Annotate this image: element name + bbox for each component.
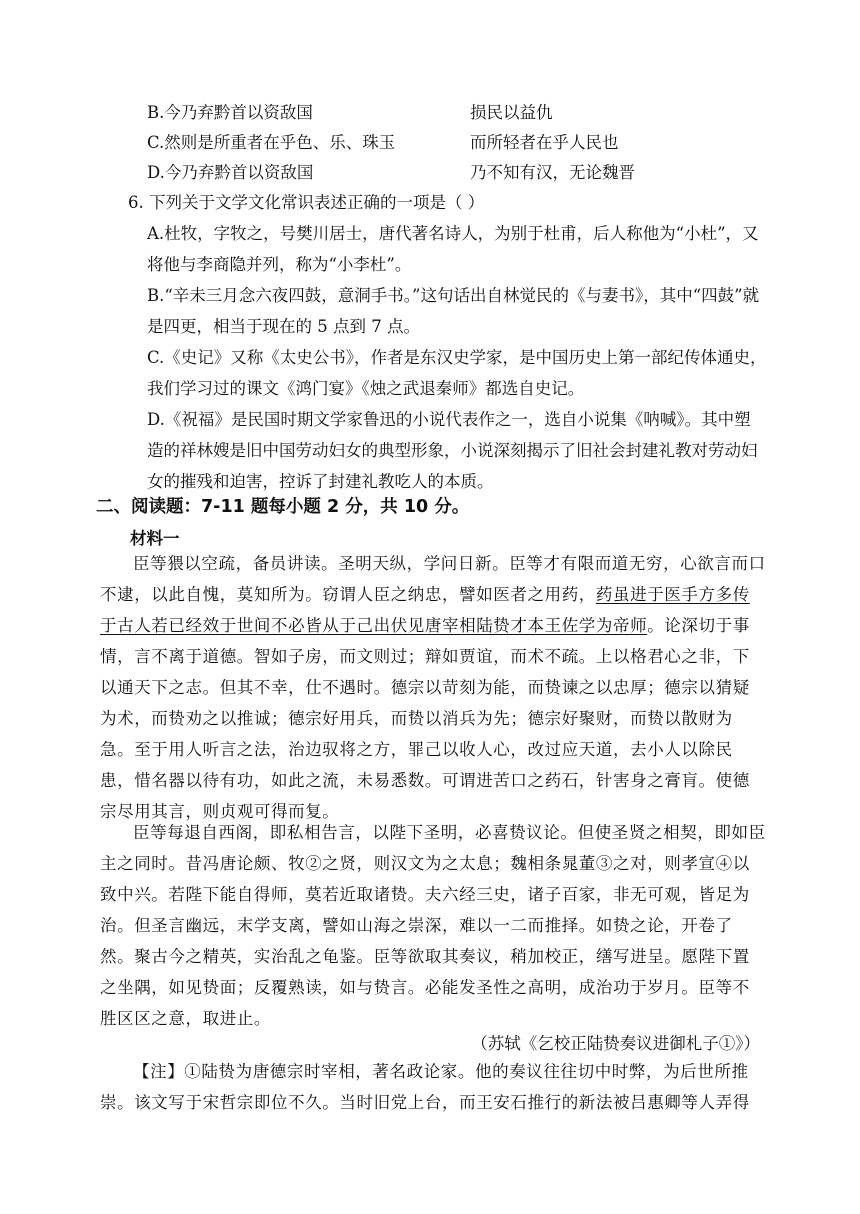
section-2-title: 二、阅读题：7-11 题每小题 2 分，共 10 分。 [96,497,470,517]
passage-p1-rest: 。论深切于事情，言不离于道德。智如子房，而文则过；辩如贾谊，而术不疏。上以格君心之非，下以通天下之志。但其不幸，仕不遇时。德宗以苛刻为能，而贽谏之以忠厚；德宗以猜疑为术，而贽劝之以推诚；德宗好用兵，而贽以消兵为先；德宗好聚财，而贽以散财为急。至于用人听言之法，治边驭将之方，罪己以收人心，改过应天道，去小人以除民患，惜名器以待有功，如此之流，未易悉数。可谓进苦口之药石，针害身之膏肓。使德宗尽用其言，则贞观可得而复。 [100,616,750,821]
question-6-option-c: C.《史记》又称《太史公书》，作者是东汉史学家，是中国历史上第一部纪传体通史，我们学习过的课文《鸿门宴》《烛之武退秦师》都选自史记。 [147,348,767,398]
question-6-option-d: D.《祝福》是民国时期文学家鲁迅的小说代表作之一，选自小说集《呐喊》。其中塑造的祥林嫂是旧中国劳动妇女的典型形象，小说深刻揭示了旧社会封建礼教对劳动妇女的摧残和迫害，控诉了封建礼教吃人的本质。 [147,410,758,491]
option-d-right: 乃不知有汉，无论魏晋 [470,163,635,182]
passage-source: （苏轼《乞校正陆贽奏议进御札子①》） [471,1034,760,1053]
option-b-right: 损民以益仇 [470,103,553,122]
passage-p2-text: 臣等每退自西阁，即私相告言，以陛下圣明，必喜贽议论。但使圣贤之相契，即如臣主之同时。昔冯唐论颇、牧②之贤，则汉文为之太息；魏相条晁董③之对，则孝宣④以致中兴。若陛下能自得师，莫若近取诸贽。夫六经三史，诸子百家，非无可观，皆足为治。但圣言幽远，末学支离，譬如山海之崇深，难以一二而推择。如贽之论，开卷了然。聚古今之精英，实治乱之龟鉴。臣等欲取其奏议，稍加校正，缮写进呈。愿陛下置之坐隅，如见贽面；反覆熟读，如与贽言。必能发圣性之高明，成治功于岁月。臣等不胜区区之意，取进止。 [100,823,766,1028]
passage-p1-start: 臣等猥以空疏，备员讲读。圣明天纵，学问日新。臣等才有限而道无穷，心欲言而口不逮，以此自愧，莫知所为。窃谓人臣之纳忠，譬如医者之用药， [100,554,766,604]
question-6-option-a: A.杜牧，字牧之，号樊川居士，唐代著名诗人，为别于杜甫，后人称他为“小杜”，又将他与李商隐并列，称为“小李杜”。 [147,224,759,274]
option-c-right: 而所轻者在乎人民也 [470,133,619,152]
passage-paragraph-2 [100,817,766,1034]
material-label: 材料一 [130,529,180,548]
passage-underlined-sentence: 药虽进于医手方多传于古人若已经效于世间不必皆从于己出伏见唐宰相陆贽才本王佐学为帝师 [100,585,750,635]
option-c-left: C.然则是所重者在乎色、乐、珠玉 [147,133,396,152]
option-b-left: B.今乃弃黔首以资敌国 [147,103,313,122]
question-6-stem: 6. 下列关于文学文化常识表述正确的一项是（ ） [128,193,485,212]
passage-paragraph-1 [100,548,766,827]
option-d-left: D.今乃弃黔首以资敌国 [147,163,314,182]
question-6-option-b: B.“辛未三月念六夜四鼓，意洞手书。”这句话出自林觉民的《与妻书》，其中“四鼓”就是四更，相当于现在的 5 点到 7 点。 [147,286,760,336]
passage-note: 【注】①陆贽为唐德宗时宰相，著名政论家。他的奏议往往切中时弊，为后世所推崇。该文写于宋哲宗即位不久。当时旧党上台，而王安石推行的新法被吕惠卿等人弄得 [100,1062,750,1112]
